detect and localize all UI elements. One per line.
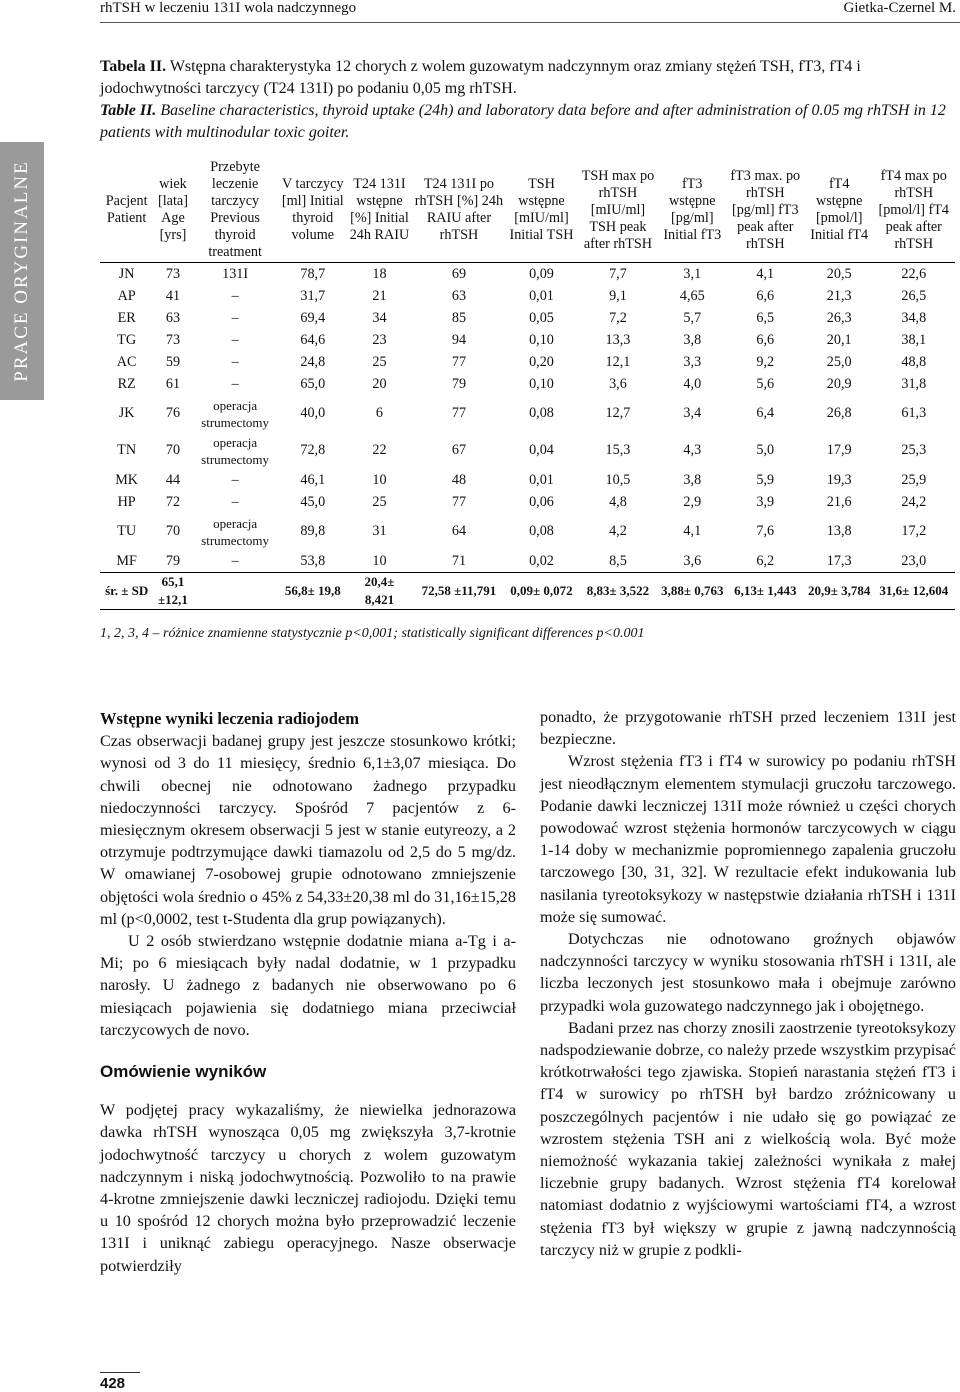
- table-cell: 78,7: [300, 265, 326, 282]
- section-side-band: [0, 142, 44, 400]
- table-cell: 23: [372, 331, 387, 348]
- table-cell: 0,09: [529, 265, 554, 282]
- table-cell: 61: [165, 375, 181, 392]
- table-row: [100, 285, 955, 307]
- table-cell: 25,3: [901, 442, 927, 458]
- table-cell: 76: [165, 405, 181, 421]
- table-cell: 89,8: [300, 523, 326, 539]
- paragraph: Dotychczas nie odnotowano groźnych objawów nadczynności tarczycy w wyniku stosowania rhTSH i 131I, ale liczba leczonych jest stosunkowo mała i obejmuje zarówno przypadki wola guzowatego nadczynnego jak i obojętnego.: [540, 930, 956, 1015]
- table-cell: 20,9: [826, 375, 852, 392]
- table-cell: 3,1: [683, 265, 702, 282]
- table-cell: 31: [372, 523, 387, 539]
- table-cell: 0,04: [529, 442, 554, 458]
- table-cell: AP: [117, 287, 136, 304]
- caption-label: Table II.: [100, 102, 157, 119]
- table-cell: 6,6: [756, 287, 775, 304]
- table-cell: –: [231, 552, 239, 569]
- paragraph: Czas obserwacji badanej grupy jest jeszcze stosunkowo krótki; wynosi od 3 do 11 miesięcy, średnio 6,1±3,07 miesiąca. Do chwili obecnej nie odnotowano żadnego przypadku niedoczynności tarczycy. Spośród 7 pacjentów z 6-miesięcznym okresem obserwacji 5 jest w stanie eutyreozy, a 2 otrzymuje podtrzymujące dawki tiamazolu od 2,5 do 5 mg/dz. W omawianej 7-osobowej grupie odnotowano zmniejszenie objętości wola średnio o 45% z 54,33±20,38 ml do 31,16±15,28 ml (p<0,0002, test t-Studenta dla grup powiązanych).: [100, 732, 516, 928]
- table-row: [100, 469, 955, 491]
- paragraph: U 2 osób stwierdzano wstępnie dodatnie miana a-Tg i a-Mi; po 6 miesiącach były nadal dodatnie, w 1 przypadku narosły. U żadnego z badanych nie obserwowano po 6 miesiącach pojawienia się dodatniego miana przeciwciał tarczycowych de novo.: [100, 932, 516, 1039]
- table-cell: 40,0: [300, 405, 326, 421]
- table-footnote: 1, 2, 3, 4 – różnice znamienne statystycznie p<0,001; statistically significant differences p<0.001: [100, 626, 645, 641]
- table-cell: 21,3: [826, 287, 852, 304]
- summary-cell: [193, 573, 278, 610]
- column-header: T24 131I wstępne [%] Initial 24h RAIU: [349, 176, 410, 243]
- page-number: 428: [100, 1372, 140, 1392]
- table-cell: 3,6: [683, 552, 702, 569]
- table-cell: 69,4: [300, 309, 326, 326]
- summary-cell: 56,8± 19,8: [278, 573, 348, 610]
- table-cell: TN: [117, 442, 137, 458]
- table-cell: 4,8: [609, 493, 627, 510]
- table-cell: 63: [451, 287, 467, 304]
- table-cell: 4,1: [683, 523, 702, 539]
- table-cell: 5,7: [683, 309, 702, 326]
- table-cell: 7,6: [756, 523, 775, 539]
- column-header: T24 131I po rhTSH [%] 24h RAIU after rhTSH: [414, 176, 504, 243]
- table-cell: 26,8: [826, 405, 852, 421]
- column-header: wiek [lata] Age [yrs]: [158, 176, 188, 243]
- table-cell: 10: [372, 552, 387, 569]
- table-cell: 77: [451, 405, 467, 421]
- column-header: TSH wstępne [mIU/ml] Initial TSH: [509, 176, 574, 243]
- column-header: Pacjent Patient: [105, 193, 148, 226]
- caption-text: Wstępna charakterystyka 12 chorych z wolem guzowatym nadczynnym oraz zmiany stężeń TSH, fT3, fT4 i jodochwytności tarczycy (T24 131I) po podaniu 0,05 mg rhTSH.: [100, 58, 861, 97]
- table-cell: 64,6: [300, 331, 326, 348]
- table-row: [100, 513, 955, 550]
- table-cell: 79: [165, 552, 181, 569]
- table-row: [100, 550, 955, 573]
- table-row: [100, 395, 955, 432]
- table-cell: 6,4: [756, 405, 775, 421]
- section-heading: Wstępne wyniki leczenia radiojodem: [100, 709, 359, 728]
- table-cell: 6,6: [756, 331, 775, 348]
- table-cell: 44: [165, 471, 181, 488]
- table-cell: 65,0: [300, 375, 326, 392]
- table-cell: 53,8: [300, 552, 326, 569]
- table-cell: 20,5: [826, 265, 852, 282]
- table-cell: 17,9: [826, 442, 852, 458]
- table-cell: 9,1: [609, 287, 627, 304]
- table-cell: 13,8: [826, 523, 852, 539]
- table-cell: 24,2: [901, 493, 927, 510]
- paragraph: ponadto, że przygotowanie rhTSH przed leczeniem 131I jest bezpieczne.: [540, 708, 956, 749]
- table-cell: ER: [117, 309, 136, 326]
- table-header-row: [100, 158, 955, 263]
- table-cell: 8,5: [609, 552, 627, 569]
- table-cell: 25,0: [826, 353, 852, 370]
- running-head-title: rhTSH w leczeniu 131I wola nadczynnego: [100, 0, 357, 16]
- section-heading: Omówienie wyników: [100, 1062, 267, 1082]
- patient-data-table: [100, 158, 955, 610]
- table-cell: 48: [451, 471, 467, 488]
- table-row: [100, 329, 955, 351]
- table-cell: 23,0: [901, 552, 927, 569]
- table-cell: 7,7: [609, 265, 627, 282]
- summary-cell: 31,6± 12,604: [873, 573, 955, 610]
- table-cell: 25: [372, 353, 387, 370]
- table-cell: 71: [451, 552, 467, 569]
- text-column-left: [100, 708, 516, 1277]
- table-cell: 0,01: [529, 471, 554, 488]
- summary-cell: 3,88± 0,763: [660, 573, 725, 610]
- table-cell: 9,2: [756, 353, 775, 370]
- table-cell: 70: [165, 442, 181, 458]
- table-cell: 20,1: [826, 331, 852, 348]
- table-cell: –: [231, 287, 239, 304]
- column-header: V tarczycy [ml] Initial thyroid volume: [281, 176, 344, 243]
- column-header: TSH max po rhTSH [mIU/ml] TSH peak after rhTSH: [581, 167, 655, 252]
- table-cell: –: [231, 375, 239, 392]
- table-cell: 10,5: [605, 471, 631, 488]
- table-cell: 131I: [222, 265, 249, 282]
- table-cell: 3,8: [683, 331, 702, 348]
- column-header: fT4 wstępne [pmol/l] Initial fT4: [810, 176, 869, 243]
- table-cell: 77: [451, 353, 467, 370]
- table-cell: 0,10: [529, 375, 554, 392]
- table-cell: 4,2: [609, 523, 627, 539]
- table-cell: 45,0: [300, 493, 326, 510]
- table-cell: 38,1: [901, 331, 927, 348]
- text-column-right: [540, 706, 956, 1261]
- summary-cell: 6,13± 1,443: [725, 573, 806, 610]
- table-cell: –: [231, 353, 239, 370]
- table-cell: 20: [372, 375, 387, 392]
- table-cell: operacja strumectomy: [201, 434, 270, 467]
- table-cell: 77: [451, 493, 467, 510]
- table-cell: 13,3: [605, 331, 631, 348]
- table-cell: RZ: [117, 375, 136, 392]
- table-cell: 2,9: [683, 493, 702, 510]
- table-cell: 19,3: [826, 471, 852, 488]
- table-cell: 85: [451, 309, 467, 326]
- table-cell: 94: [451, 331, 467, 348]
- table-cell: 18: [372, 265, 387, 282]
- section-label: PRACE ORYGINALNE: [11, 160, 32, 382]
- table-cell: 21: [372, 287, 387, 304]
- table-cell: 25: [372, 493, 387, 510]
- table-cell: 15,3: [605, 442, 631, 458]
- summary-cell: 8,83± 3,522: [576, 573, 660, 610]
- table-cell: 3,9: [756, 493, 775, 510]
- summary-cell: 65,1 ±12,1: [153, 573, 192, 610]
- paragraph: W podjętej pracy wykazaliśmy, że niewielka jednorazowa dawka rhTSH wynosząca 0,05 mg zwiększyła 3,7-krotnie jodochwytność tarczycy u chorych z wolem guzowatym nadczynnym i niską jodochwytnością. Pozwoliło to na prawie 4-krotne zmniejszenie dawki leczniczej radiojodu. Dzięki temu u 10 spośród 12 chorych można było przeprowadzić leczenie 131I i uniknąć zabiegu operacyjnego. Nasze obserwacje potwierdziły: [100, 1101, 516, 1275]
- column-header: fT4 max po rhTSH [pmol/l] fT4 peak after rhTSH: [878, 167, 950, 252]
- table-cell: –: [231, 471, 239, 488]
- table-cell: 4,1: [756, 265, 775, 282]
- table-cell: –: [231, 331, 239, 348]
- running-head: [100, 0, 960, 23]
- table-cell: HP: [117, 493, 136, 510]
- summary-row: [100, 573, 955, 610]
- table-cell: 24,8: [300, 353, 326, 370]
- table-cell: 12,7: [605, 405, 631, 421]
- table-cell: 0,10: [529, 331, 554, 348]
- paragraph: Wzrost stężenia fT3 i fT4 w surowicy po podaniu rhTSH jest nieodłącznym elementem stymulacji gruczołu tarczowego. Podanie dawki leczniczej 131I może również u części chorych powodować wzrost stężenia hormonów tarczycowych w ciągu 1-14 doby w mechanizmie popromiennego zapalenia gruczołu tarczowego [30, 31, 32]. W rezultacie efekt indukowania lub nasilania tyreotoksykozy w następstwie działania rhTSH i 131I może się sumować.: [540, 752, 956, 926]
- table-cell: 4,65: [679, 287, 705, 304]
- table-cell: JK: [118, 405, 135, 421]
- table-cell: MF: [116, 552, 137, 569]
- table-cell: 26,5: [901, 287, 927, 304]
- paragraph: Badani przez nas chorzy znosili zaostrzenie tyreotoksykozy nadspodziewanie dobrze, co należy przede wszystkim przypisać krótkotrwałości tego zjawiska. Stopień narastania stężeń fT3 i fT4 w surowicy po rhTSH był bardzo zróżnicowany u poszczególnych pacjentów i nie udało się go powiązać ze wzrostem stężenia TSH ani z wielkością wola. Być może niemożność wykazania takiej zależności wynikała z małej liczebnie grupy badanych. Wzrost stężenia fT4 korelował natomiast dodatnio z wyjściowymi wartościami fT4, a wzrost stężenia fT3 był większy w grupie z jawną nadczynnością tarczycy niż w grupie z podkli-: [540, 1018, 956, 1259]
- table-cell: 3,6: [609, 375, 627, 392]
- table-cell: 22,6: [901, 265, 927, 282]
- table-cell: 3,3: [683, 353, 702, 370]
- table-cell: 5,0: [756, 442, 775, 458]
- table-cell: 22: [372, 442, 387, 458]
- table-cell: 7,2: [609, 309, 627, 326]
- table-cell: 0,08: [529, 523, 554, 539]
- table-row: [100, 373, 955, 395]
- running-head-author: Gietka-Czernel M.: [843, 0, 956, 16]
- table-cell: 3,4: [683, 405, 702, 421]
- table-cell: 64: [451, 523, 467, 539]
- table-cell: 61,3: [901, 405, 927, 421]
- table-cell: 0,05: [529, 309, 554, 326]
- table-cell: 4,0: [683, 375, 702, 392]
- table-cell: 3,8: [683, 471, 702, 488]
- table-cell: 69: [451, 265, 467, 282]
- table-caption-english: [100, 100, 955, 144]
- table-cell: –: [231, 493, 239, 510]
- table-cell: 73: [165, 331, 181, 348]
- table-cell: 6,2: [756, 552, 775, 569]
- table-cell: 72: [165, 493, 181, 510]
- table-cell: 6,5: [756, 309, 775, 326]
- table-row: [100, 263, 955, 286]
- table-cell: 17,3: [826, 552, 852, 569]
- table-cell: 0,20: [529, 353, 554, 370]
- caption-label: Tabela II.: [100, 58, 167, 75]
- table-cell: 72,8: [300, 442, 326, 458]
- table-row: [100, 307, 955, 329]
- table-cell: 4,3: [683, 442, 702, 458]
- table-cell: TU: [117, 523, 137, 539]
- table-cell: 34,8: [901, 309, 927, 326]
- table-cell: 0,01: [529, 287, 554, 304]
- table-cell: 10: [372, 471, 387, 488]
- table-cell: 17,2: [901, 523, 927, 539]
- table-row: [100, 491, 955, 513]
- table-cell: 25,9: [901, 471, 927, 488]
- caption-text: Baseline characteristics, thyroid uptake (24h) and laboratory data before and after administration of 0.05 mg rhTSH in 12 patients with multinodular toxic goiter.: [100, 102, 946, 141]
- table-cell: –: [231, 309, 239, 326]
- table-cell: 48,8: [901, 353, 927, 370]
- table-cell: 67: [451, 442, 467, 458]
- table-cell: AC: [116, 353, 137, 370]
- table-cell: 31,7: [300, 287, 326, 304]
- table-cell: 41: [165, 287, 181, 304]
- table-cell: 79: [451, 375, 467, 392]
- table-cell: TG: [117, 331, 137, 348]
- table-cell: 0,08: [529, 405, 554, 421]
- summary-cell: 0,09± 0,072: [507, 573, 576, 610]
- table-cell: 21,6: [826, 493, 852, 510]
- summary-cell: śr. ± SD: [100, 573, 153, 610]
- table-cell: operacja strumectomy: [201, 397, 270, 430]
- table-cell: MK: [115, 471, 139, 488]
- column-header: Przebyte leczenie tarczycy Previous thyroid treatment: [208, 159, 262, 260]
- table-cell: 63: [165, 309, 181, 326]
- table-cell: 0,02: [529, 552, 554, 569]
- table-cell: JN: [118, 265, 135, 282]
- table-cell: 46,1: [300, 471, 326, 488]
- table-cell: 5,6: [756, 375, 775, 392]
- table-cell: 73: [165, 265, 181, 282]
- table-cell: 34: [372, 309, 387, 326]
- table-cell: 70: [165, 523, 181, 539]
- table-caption-polish: [100, 56, 955, 100]
- summary-cell: 20,9± 3,784: [806, 573, 873, 610]
- summary-cell: 20,4± 8,421: [348, 573, 411, 610]
- table-cell: operacja strumectomy: [201, 515, 270, 548]
- table-cell: 5,9: [756, 471, 775, 488]
- table-cell: 12,1: [605, 353, 631, 370]
- table-cell: 0,06: [529, 493, 554, 510]
- column-header: fT3 max. po rhTSH [pg/ml] fT3 peak after rhTSH: [730, 167, 801, 252]
- column-header: fT3 wstępne [pg/ml] Initial fT3: [663, 176, 722, 243]
- table-cell: 31,8: [901, 375, 927, 392]
- summary-cell: 72,58 ±11,791: [411, 573, 507, 610]
- table-row: [100, 432, 955, 469]
- table-cell: 6: [375, 405, 383, 421]
- table-cell: 59: [165, 353, 181, 370]
- table-cell: 26,3: [826, 309, 852, 326]
- table-row: [100, 351, 955, 373]
